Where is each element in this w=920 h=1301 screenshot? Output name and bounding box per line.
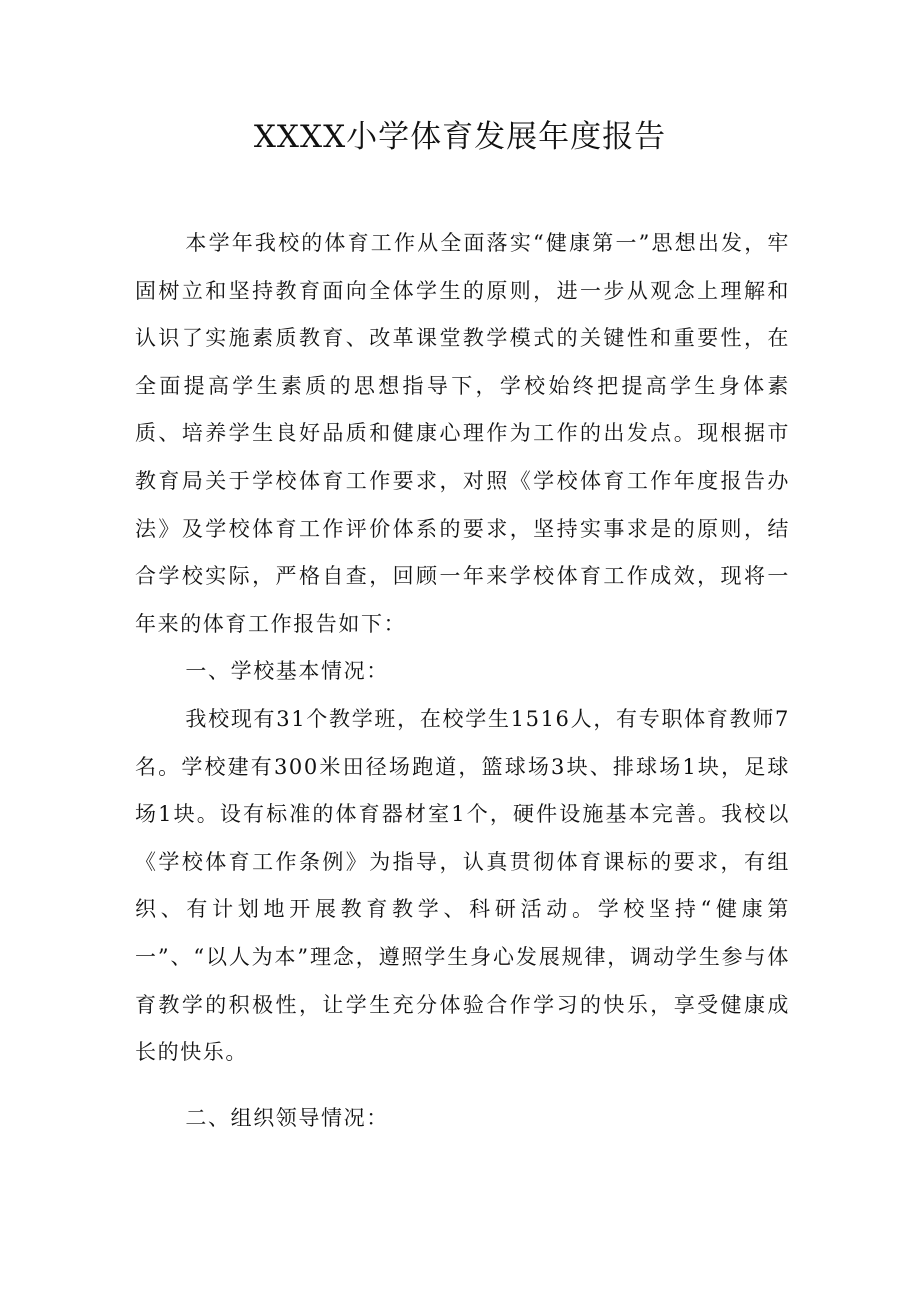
basic-info-paragraph: 我校现有31个教学班，在校学生1516人，有专职体育教师7名。学校建有300米田径场跑道，篮球场3块、排球场1块，足球场1块。设有标准的体育器材室1个，硬件设施基本完善。我校以《学校体育工作条例》为指导，认真贯彻体育课标的要求，有组织、有计划地开展教育教学、科研活动。学校坚持“健康第一”、“以人为本”理念，遵照学生身心发展规律，调动学生参与体育教学的积极性，让学生充分体验合作学习的快乐，享受健康成长的快乐。 xyxy=(135,706,790,1065)
intro-paragraph: 本学年我校的体育工作从全面落实“健康第一”思想出发，牢固树立和坚持教育面向全体学生的原则，进一步从观念上理解和认识了实施素质教育、改革课堂教学模式的关键性和重要性，在全面提高学生素质的思想指导下，学校始终把提高学生身体素质、培养学生良好品质和健康心理作为工作的出发点。现根据市教育局关于学校体育工作要求，对照《学校体育工作年度报告办法》及学校体育工作评价体系的要求，坚持实事求是的原则，结合学校实际，严格自查，回顾一年来学校体育工作成效，现将一年来的体育工作报告如下： xyxy=(135,231,790,636)
document-title: XXXX小学体育发展年度报告 xyxy=(253,119,667,155)
document-body xyxy=(135,220,790,1142)
section-heading-leadership: 二、组织领导情况： xyxy=(185,1105,389,1130)
section-heading-basic-info: 一、学校基本情况： xyxy=(185,659,389,684)
